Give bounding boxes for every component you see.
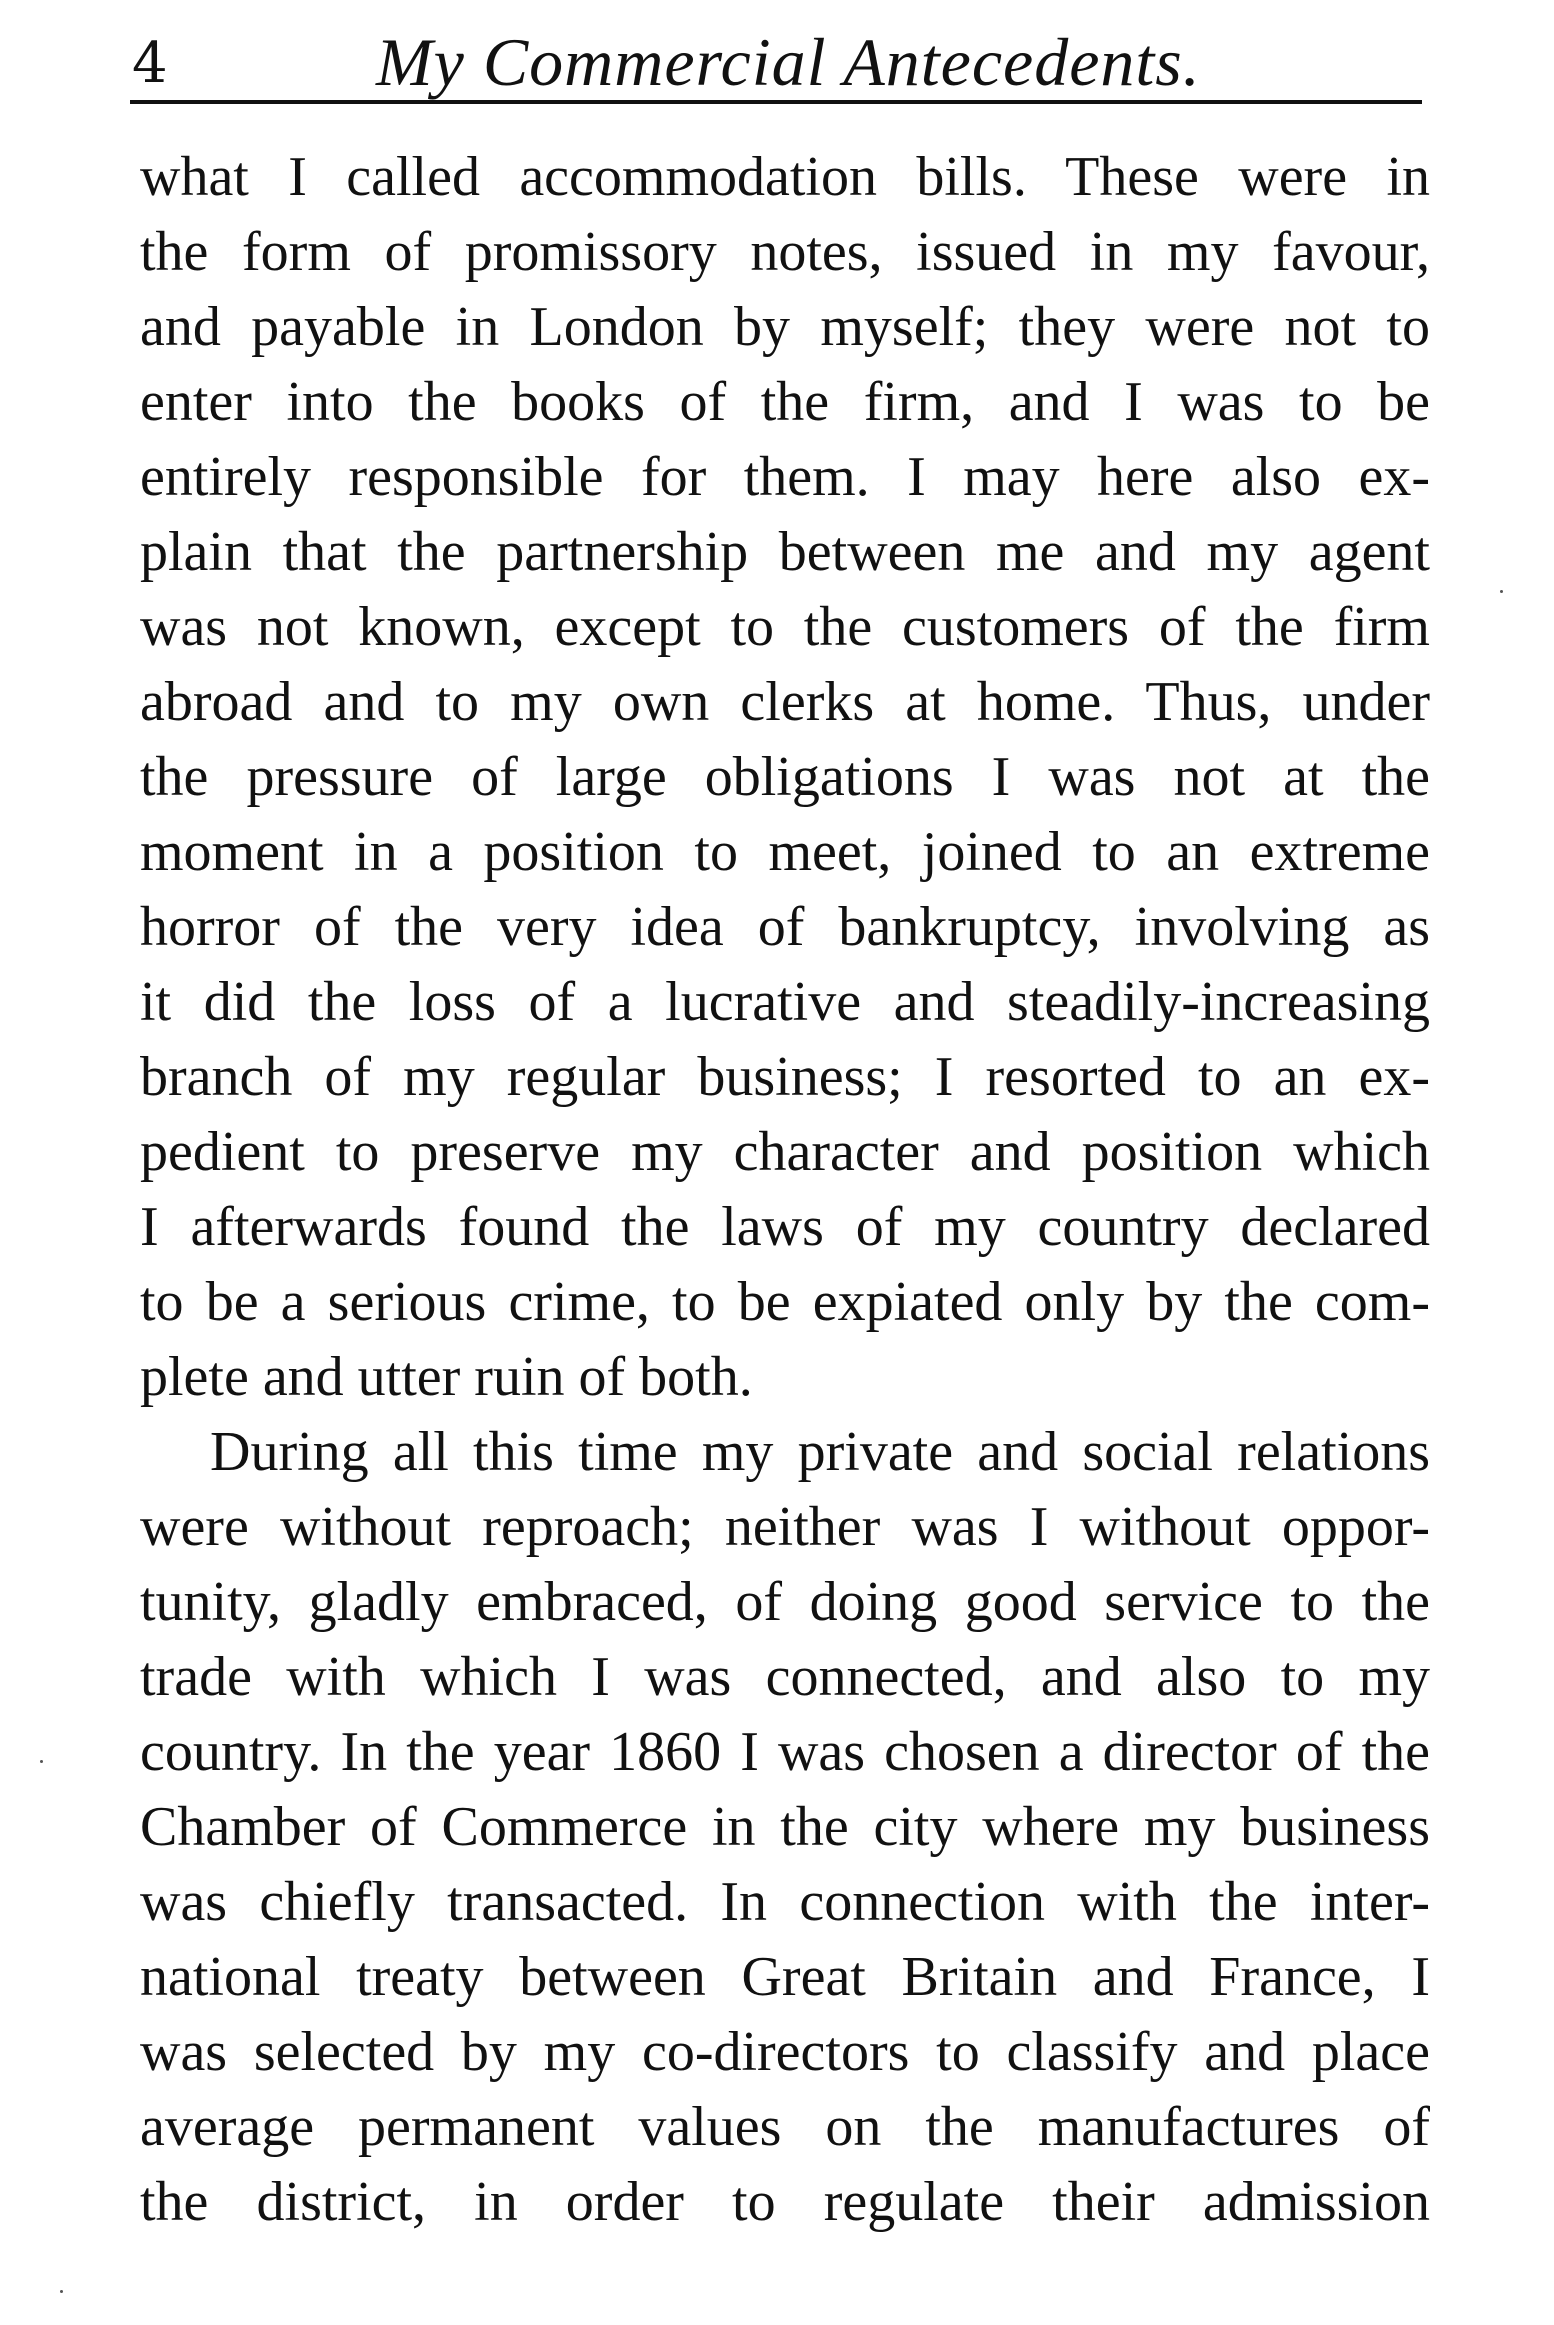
text-line: was selected by my co-directors to classify and place (140, 2021, 1430, 2083)
paper-speck (60, 2290, 63, 2293)
text-line: was not known, except to the customers of the firm (140, 596, 1430, 658)
paper-speck (40, 1760, 43, 1763)
text-line: tunity, gladly embraced, of doing good service to the (140, 1571, 1430, 1633)
text-line: During all this time my private and social relations (210, 1421, 1430, 1483)
text-line: what I called accommodation bills. These were in (140, 146, 1430, 208)
text-line: abroad and to my own clerks at home. Thus, under (140, 671, 1430, 733)
text-line: it did the loss of a lucrative and steadily-increasing (140, 971, 1430, 1033)
text-line: were without reproach; neither was I without oppor- (140, 1496, 1430, 1558)
text-line: the form of promissory notes, issued in my favour, (140, 221, 1430, 283)
text-line: was chiefly transacted. In connection with the inter- (140, 1871, 1430, 1933)
text-line: enter into the books of the firm, and I was to be (140, 371, 1430, 433)
body-text (140, 140, 1430, 2240)
text-line: the district, in order to regulate their admission (140, 2171, 1430, 2233)
paper-speck (1500, 590, 1503, 593)
page-header (130, 18, 1430, 98)
text-line: branch of my regular business; I resorted to an ex- (140, 1046, 1430, 1108)
running-title: My Commercial Antecedents. (376, 24, 1201, 100)
paragraph-1 (140, 140, 1430, 1415)
text-line: I afterwards found the laws of my country declared (140, 1196, 1430, 1258)
paragraph-2 (140, 1415, 1430, 2240)
text-line: Chamber of Commerce in the city where my business (140, 1796, 1430, 1858)
text-line: the pressure of large obligations I was not at the (140, 746, 1430, 808)
text-line: average permanent values on the manufactures of (140, 2096, 1430, 2158)
text-line: entirely responsible for them. I may here also ex- (140, 446, 1430, 508)
text-line: country. In the year 1860 I was chosen a director of the (140, 1721, 1430, 1783)
text-line: and payable in London by myself; they were not to (140, 296, 1430, 358)
text-line: plain that the partnership between me and my agent (140, 521, 1430, 583)
text-line: horror of the very idea of bankruptcy, involving as (140, 896, 1430, 958)
header-rule (130, 100, 1422, 104)
text-line: pedient to preserve my character and position which (140, 1121, 1430, 1183)
text-line: plete and utter ruin of both. (140, 1346, 753, 1408)
text-line: moment in a position to meet, joined to an extreme (140, 821, 1430, 883)
text-line: national treaty between Great Britain and France, I (140, 1946, 1430, 2008)
text-line: to be a serious crime, to be expiated only by the com- (140, 1271, 1430, 1333)
page-number: 4 (132, 31, 169, 96)
text-line: trade with which I was connected, and also to my (140, 1646, 1430, 1708)
